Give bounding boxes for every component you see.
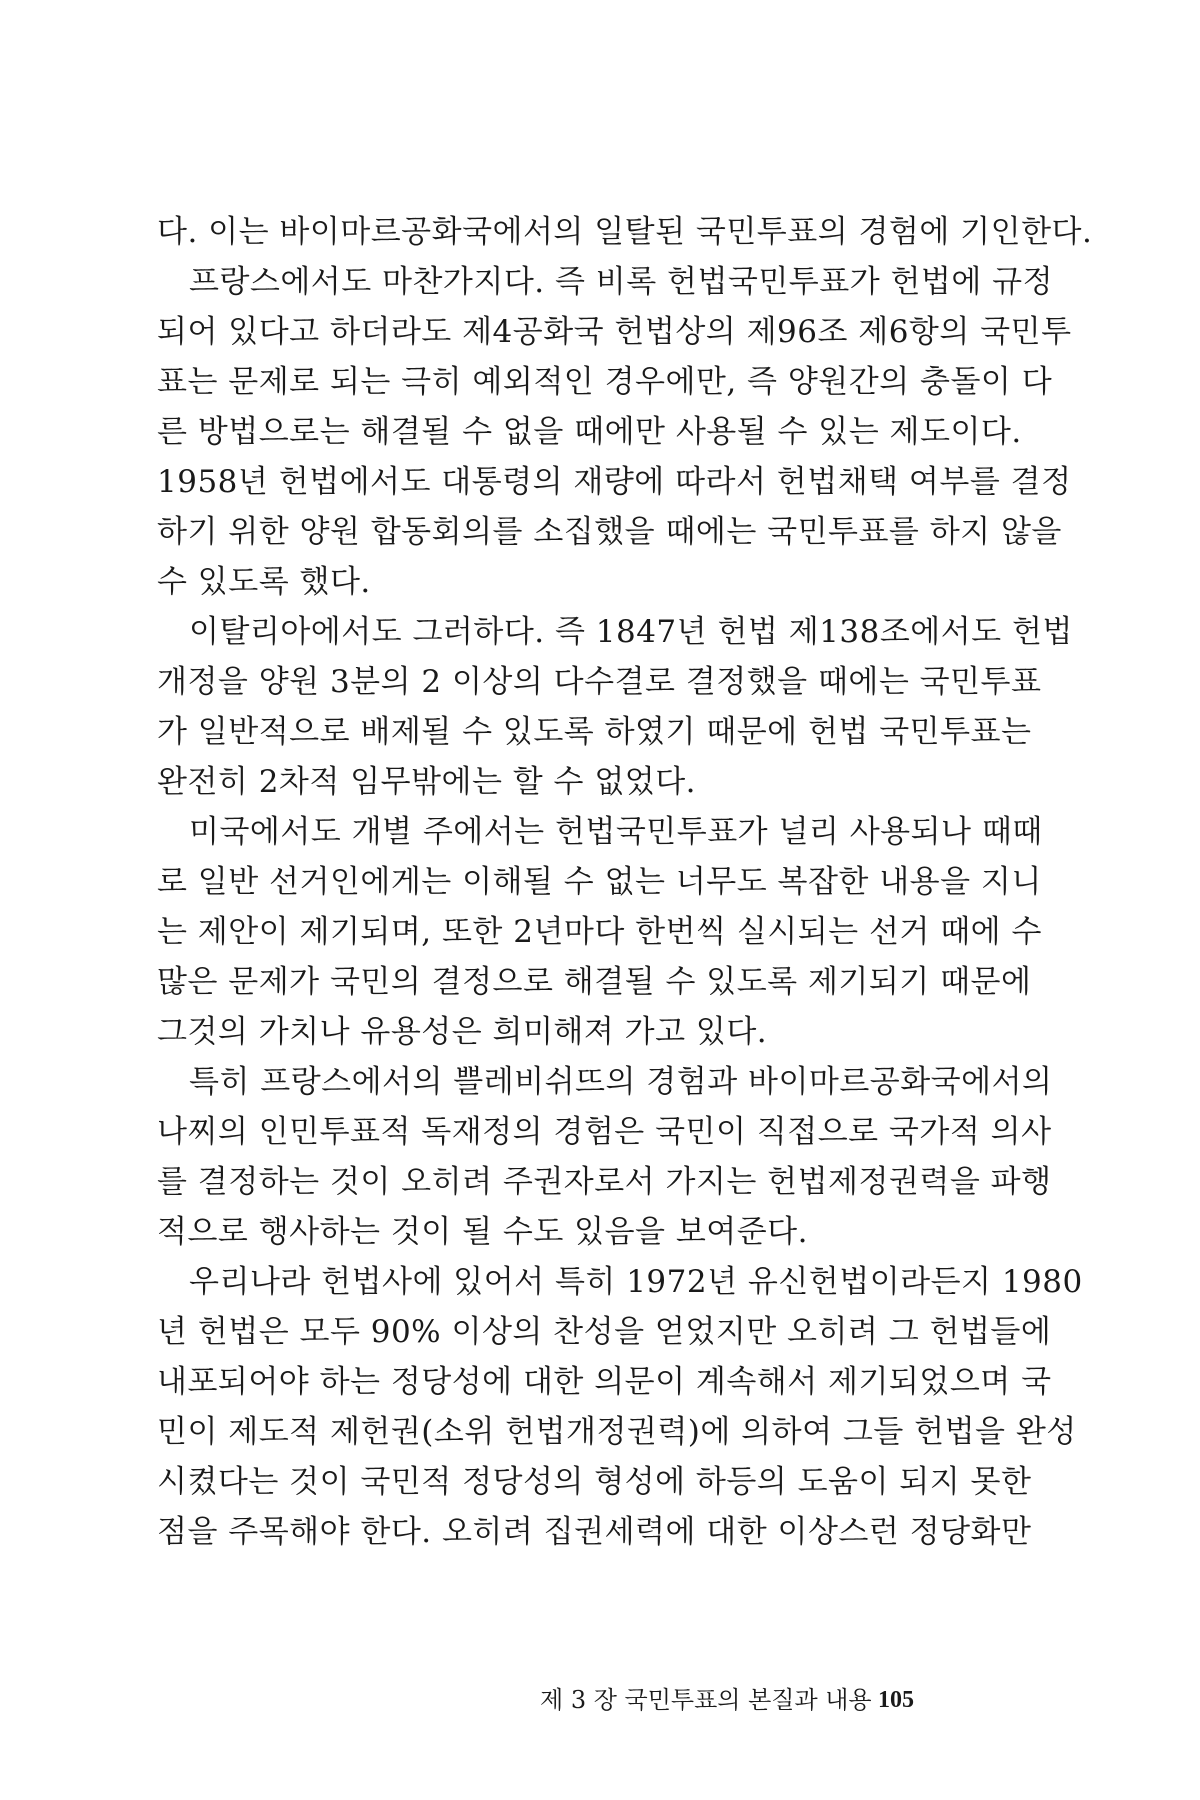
text-line: 개정을 양원 3분의 2 이상의 다수결로 결정했을 때에는 국민투표 bbox=[157, 664, 1042, 700]
body-text bbox=[157, 207, 1093, 1557]
text-line: 를 결정하는 것이 오히려 주권자로서 가지는 헌법제정권력을 파행 bbox=[157, 1164, 1052, 1200]
text-line: 년 헌법은 모두 90% 이상의 찬성을 얻었지만 오히려 그 헌법들에 bbox=[157, 1314, 1052, 1350]
paragraph bbox=[157, 207, 1093, 257]
text-line: 점을 주목해야 한다. 오히려 집권세력에 대한 이상스런 정당화만 bbox=[157, 1514, 1032, 1550]
paragraph bbox=[157, 607, 1073, 807]
paragraph bbox=[157, 257, 1072, 607]
text-line: 로 일반 선거인에게는 이해될 수 없는 너무도 복잡한 내용을 지니 bbox=[157, 864, 1042, 900]
text-line: 되어 있다고 하더라도 제4공화국 헌법상의 제96조 제6항의 국민투 bbox=[157, 314, 1072, 350]
text-line: 민이 제도적 제헌권(소위 헌법개정권력)에 의하여 그들 헌법을 완성 bbox=[157, 1414, 1077, 1450]
text-line: 특히 프랑스에서의 쁠레비쉬뜨의 경험과 바이마르공화국에서의 bbox=[189, 1064, 1053, 1100]
text-line: 다. 이는 바이마르공화국에서의 일탈된 국민투표의 경험에 기인한다. bbox=[157, 214, 1093, 250]
text-line: 우리나라 헌법사에 있어서 특히 1972년 유신헌법이라든지 1980 bbox=[189, 1264, 1083, 1300]
text-line: 는 제안이 제기되며, 또한 2년마다 한번씩 실시되는 선거 때에 수 bbox=[157, 914, 1042, 950]
text-line: 그것의 가치나 유용성은 희미해져 가고 있다. bbox=[157, 1014, 768, 1050]
text-line: 수 있도록 했다. bbox=[157, 564, 371, 600]
text-line: 이탈리아에서도 그러하다. 즉 1847년 헌법 제138조에서도 헌법 bbox=[189, 614, 1073, 650]
text-line: 미국에서도 개별 주에서는 헌법국민투표가 널리 사용되나 때때 bbox=[189, 814, 1043, 850]
text-line: 른 방법으로는 해결될 수 없을 때에만 사용될 수 있는 제도이다. bbox=[157, 414, 1022, 450]
text-line: 적으로 행사하는 것이 될 수도 있음을 보여준다. bbox=[157, 1214, 808, 1250]
text-line: 1958년 헌법에서도 대통령의 재량에 따라서 헌법채택 여부를 결정 bbox=[157, 464, 1072, 500]
text-line: 프랑스에서도 마찬가지다. 즉 비록 헌법국민투표가 헌법에 규정 bbox=[189, 264, 1054, 300]
text-line: 많은 문제가 국민의 결정으로 해결될 수 있도록 제기되기 때문에 bbox=[157, 964, 1032, 1000]
page-footer bbox=[60, 1680, 1140, 1720]
book-page bbox=[60, 60, 1140, 1740]
text-line: 나찌의 인민투표적 독재정의 경험은 국민이 직접으로 국가적 의사 bbox=[157, 1114, 1052, 1150]
paragraph bbox=[157, 807, 1043, 1057]
text-line: 하기 위한 양원 합동회의를 소집했을 때에는 국민투표를 하지 않을 bbox=[157, 514, 1062, 550]
text-line: 시켰다는 것이 국민적 정당성의 형성에 하등의 도움이 되지 못한 bbox=[157, 1464, 1032, 1500]
paragraph bbox=[157, 1257, 1083, 1557]
running-footer-chapter: 제 3 장 국민투표의 본질과 내용 bbox=[540, 1686, 872, 1714]
text-line: 내포되어야 하는 정당성에 대한 의문이 계속해서 제기되었으며 국 bbox=[157, 1364, 1052, 1400]
text-line: 표는 문제로 되는 극히 예외적인 경우에만, 즉 양원간의 충돌이 다 bbox=[157, 364, 1053, 400]
text-line: 완전히 2차적 임무밖에는 할 수 없었다. bbox=[157, 764, 697, 800]
page-number: 105 bbox=[878, 1687, 914, 1713]
paragraph bbox=[157, 1057, 1053, 1257]
text-line: 가 일반적으로 배제될 수 있도록 하였기 때문에 헌법 국민투표는 bbox=[157, 714, 1032, 750]
